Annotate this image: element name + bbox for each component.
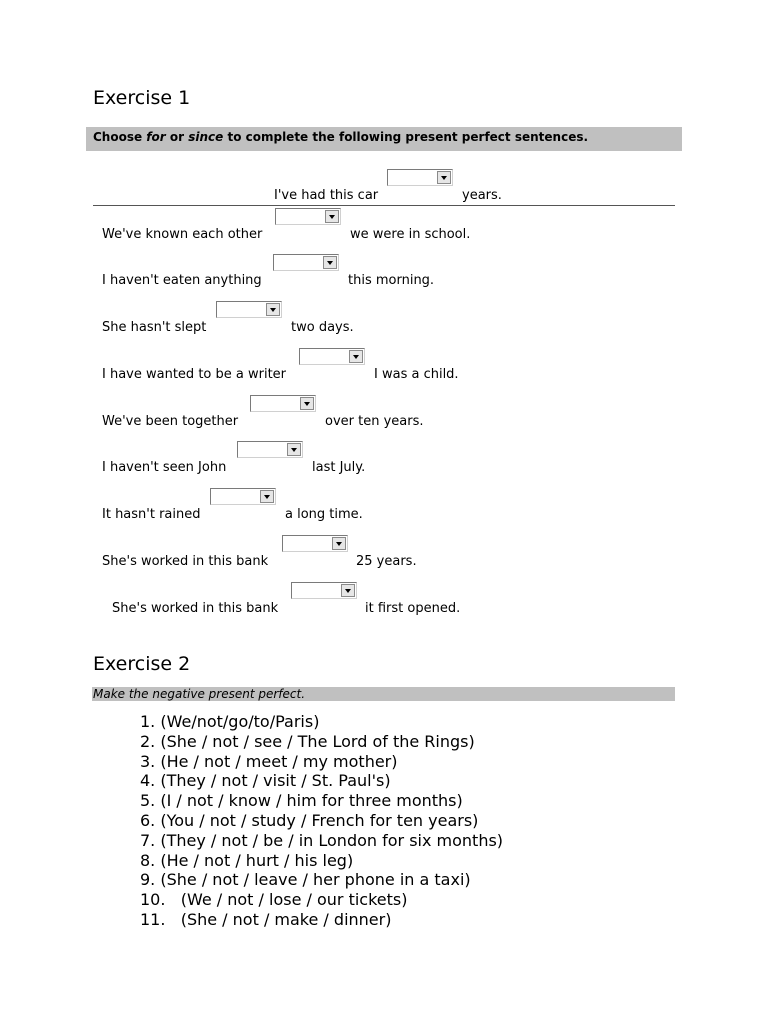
instruction-since: since [188, 130, 224, 144]
sentence-1-before: I've had this car [274, 188, 379, 203]
sentence-7-before: I haven't seen John [102, 460, 227, 475]
chevron-down-icon[interactable] [260, 490, 274, 503]
chevron-down-icon[interactable] [323, 256, 337, 269]
sentence-8-dropdown[interactable] [210, 488, 276, 505]
sentence-10-before: She's worked in this bank [112, 601, 279, 616]
chevron-down-icon[interactable] [266, 303, 280, 316]
sentence-5-after: I was a child. [374, 367, 459, 382]
list-item: 6. (You / not / study / French for ten years) [140, 810, 479, 830]
divider [93, 205, 675, 206]
list-item: 8. (He / not / hurt / his leg) [140, 850, 354, 870]
sentence-10-dropdown[interactable] [291, 582, 357, 599]
sentence-7-dropdown[interactable] [237, 441, 303, 458]
sentence-9-after: 25 years. [356, 554, 417, 569]
chevron-down-icon[interactable] [341, 584, 355, 597]
sentence-4-before: She hasn't slept [102, 320, 207, 335]
sentence-8-after: a long time. [285, 507, 363, 522]
sentence-8-before: It hasn't rained [102, 507, 201, 522]
sentence-4-dropdown[interactable] [216, 301, 282, 318]
list-item: 11. (She / not / make / dinner) [140, 909, 392, 929]
chevron-down-icon[interactable] [349, 350, 363, 363]
sentence-2-before: We've known each other [102, 227, 263, 242]
sentence-9-before: She's worked in this bank [102, 554, 269, 569]
sentence-6-dropdown[interactable] [250, 395, 316, 412]
sentence-1-after: years. [462, 188, 502, 203]
list-item: 7. (They / not / be / in London for six months) [140, 830, 504, 850]
chevron-down-icon[interactable] [437, 171, 451, 184]
sentence-3-dropdown[interactable] [273, 254, 339, 271]
list-item: 1. (We/not/go/to/Paris) [140, 712, 320, 731]
sentence-4-after: two days. [291, 320, 354, 335]
chevron-down-icon[interactable] [300, 397, 314, 410]
list-item: 10. (We / not / lose / our tickets) [140, 890, 408, 910]
list-item: 3. (He / not / meet / my mother) [140, 751, 398, 771]
instruction-for: for [146, 130, 166, 144]
sentence-9-dropdown[interactable] [282, 535, 348, 552]
sentence-3-before: I haven't eaten anything [102, 273, 262, 288]
list-item: 5. (I / not / know / him for three months) [140, 791, 463, 811]
exercise2-title: Exercise 2 [93, 653, 191, 675]
chevron-down-icon[interactable] [332, 537, 346, 550]
sentence-3-after: this morning. [348, 273, 435, 288]
exercise2-instruction [92, 687, 675, 701]
sentence-6-before: We've been together [102, 414, 239, 429]
instruction-text: to complete the following present perfect sentences. [223, 130, 589, 144]
exercise2-list [140, 712, 503, 930]
sentence-2-dropdown[interactable] [275, 208, 341, 225]
chevron-down-icon[interactable] [325, 210, 339, 223]
sentence-5-dropdown[interactable] [299, 348, 365, 365]
sentence-2-after: we were in school. [350, 227, 471, 242]
chevron-down-icon[interactable] [287, 443, 301, 456]
sentence-7-after: last July. [312, 460, 366, 475]
list-item: 9. (She / not / leave / her phone in a taxi) [140, 870, 471, 890]
exercise1-title: Exercise 1 [93, 87, 191, 109]
list-item: 2. (She / not / see / The Lord of the Rings) [140, 731, 475, 751]
sentence-10-after: it first opened. [365, 601, 461, 616]
sentence-1-dropdown[interactable] [387, 169, 453, 186]
exercise2-instruction-text: Make the negative present perfect. [93, 687, 306, 701]
sentence-5-before: I have wanted to be a writer [102, 367, 287, 382]
instruction-text: Choose [93, 130, 147, 144]
sentence-6-after: over ten years. [325, 414, 424, 429]
exercise1-instruction [86, 127, 682, 151]
list-item: 4. (They / not / visit / St. Paul's) [140, 771, 391, 791]
instruction-text: or [165, 130, 189, 144]
